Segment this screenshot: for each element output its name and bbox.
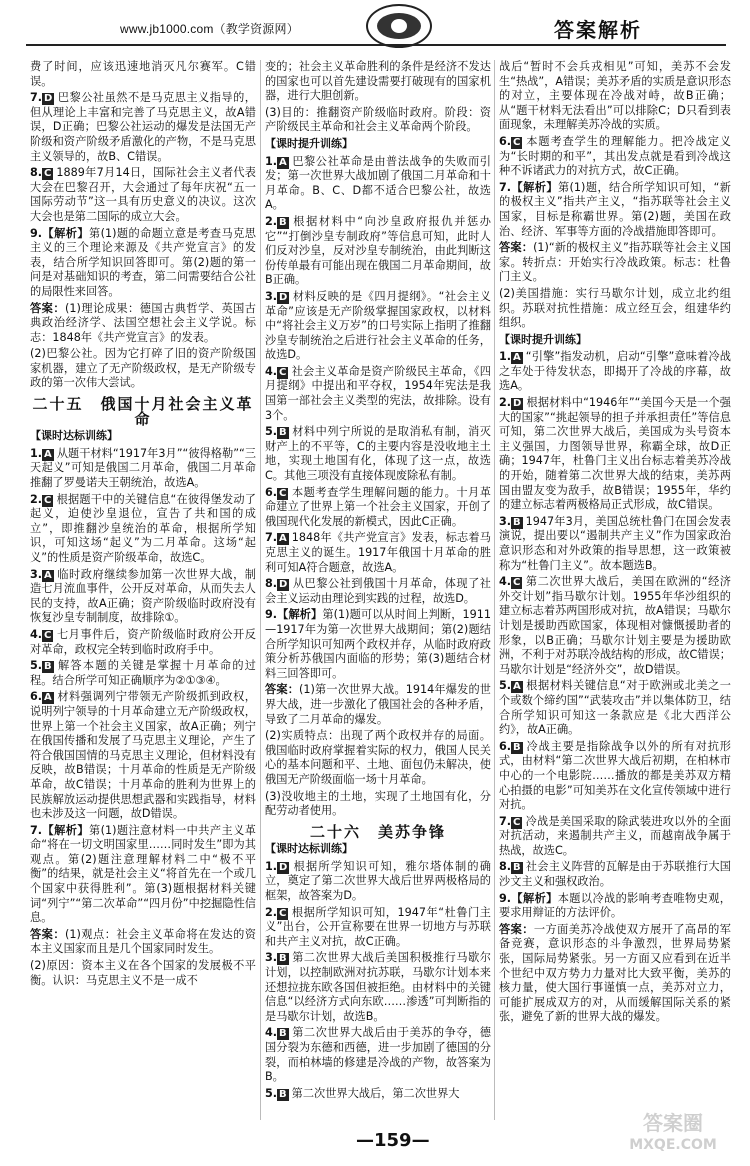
answer-item: 2. C 根据题干中的关键信息“在彼得堡发动了起义，迫使沙皇退位，宣告了共和国的成立”，即推翻沙皇统治的革命，根据所学知识，可知这场“起义”为二月革命。这场“起义”的性质是资产阶级革命，故选C。 xyxy=(30,492,256,564)
answer-badge: C xyxy=(44,494,52,506)
answer-item: 1. A 从题干材料“1917年3月”“彼得格勒”“三天起义”可知是俄国二月革命，俄国二月革命推翻了罗曼诺夫王朝统治，故选A。 xyxy=(30,446,256,490)
answer-item: 9.【解析】第(1)题可以从时间上判断，1911—1917年为第一次世界大战期间；第(2)题结合所学知识可知两个政权并存，从临时政府政策分析苏俄国内面临的形势；第(3)题结合材料三回答即可。 xyxy=(265,608,491,680)
answer-badge: C xyxy=(513,136,521,148)
page-header xyxy=(0,0,750,56)
answer-item: 7. C 冷战是美国采取的除武装进攻以外的全面对抗活动，来遏制共产主义，而越南战争属于热战，故选C。 xyxy=(499,814,731,857)
answer-item: 1. A “引擎”指发动机，启动“引擎”意味着冷战之车处于待发状态，即揭开了冷战的序幕，故选A。 xyxy=(499,350,731,393)
answer-text: (2)原因：资本主义在各个国家的发展极不平衡。认识：马克思主义不是一成不 xyxy=(30,959,256,987)
page-number: —159— xyxy=(356,1130,430,1151)
answer-item: 3. D 材料反映的是《四月提纲》。“社会主义革命”应该是无产阶级掌握国家政权，以材料中“将社会主义万岁”的口号实际上指明了推翻沙皇专制统治之后进行社会主义革命的任务，故选D。 xyxy=(265,289,491,362)
answer-badge: B xyxy=(44,661,52,673)
answer-badge: C xyxy=(44,629,52,641)
answer-item: 8. D 从巴黎公社到俄国十月革命，体现了社会主义运动由理论到实践的过程，故选D。 xyxy=(265,577,491,605)
answer-item: 9.【解析】第(1)题的命题立意是考查马克思主义的三个理论来源及《共产党宣言》的发表，结合所学知识回答即可。第(2)题的第一问是对基础知识的考查，第二问需要结合公社的局限性来回答。 xyxy=(30,226,256,298)
answer-text: (3)目的：推翻资产阶级临时政府。阶段：资产阶级民主革命和社会主义革命两个阶段。 xyxy=(265,105,491,134)
site-url: www.jb1000.com（教学资源网） xyxy=(120,22,299,36)
answer-badge: C xyxy=(279,907,287,919)
answer-badge: C xyxy=(279,487,287,499)
header-rule xyxy=(26,44,726,46)
paragraph: 费了时间，应该迅速地消灭凡尔赛军。C错误。 xyxy=(30,60,256,88)
answer-badge: D xyxy=(279,579,288,591)
answer-item: 2. D 根据材料中“1946年”“美国今天是一个强大的国家”“挑起领导的担子并承担责任”等信息可知，第二次世界大战后，美国成为头号资本主义强国，力图领导世界，称霸全球，故D正确；1947年，杜鲁门主义出台标志着美苏冷战的开始，随着第二次世界大战的结束，美苏两国由盟友变为敌手，故B错误；1955年，华约的建立标志着两极格局正式形成，故C错误。 xyxy=(499,396,731,512)
answer-item: 6. A 材料强调列宁带领无产阶级抓到政权，说明列宁领导的十月革命建立无产阶级政权，世界上第一个社会主义国家，故A正确；列宁在俄国传播和发展了马克思主义理论，产生了符合俄国国情的马克思主义理论，但材料没有反映，故B错误；十月革命的性质是无产阶级革命，故C错误；十月革命的胜利为世界上的民族解放运动提供思想武器和实践指导，材料也未涉及这一问题，故D错误。 xyxy=(30,690,256,821)
answer-item: 3. B 第二次世界大战后美国积极推行马歇尔计划，以控制欧洲对抗苏联，马歇尔计划本来还想拉拢东欧各国但被拒绝。由材料中的关键信息“以经济方式向东欧……渗透”可判断指的是马歇尔计划，故选B。 xyxy=(265,951,491,1023)
subsection-title: 【课时达标训练】 xyxy=(30,429,118,443)
answer-item: 7. D 巴黎公社虽然不是马克思主义指导的，但从理论上丰富和完善了马克思主义，故A错误，D正确；巴黎公社运动的爆发是法国无产阶级和资产阶级矛盾激化的产物，不是马克思主义领导的，故B、C错误。 xyxy=(30,91,256,163)
answer-item: 5. B 解答本题的关键是掌握十月革命的过程。结合所学可知正确顺序为②①③④。 xyxy=(30,659,256,687)
answer-badge: B xyxy=(279,953,287,965)
answer-item: 8. C 1889年7月14日，国际社会主义者代表大会在巴黎召开，大会通过了每年庆祝“五一国际劳动节”这一具有历史意义的决议。这次大会也是第二国际的成立大会。 xyxy=(30,166,256,223)
subsection-title: 【课时提升训练】 xyxy=(265,136,353,150)
paragraph: 变的；社会主义革命胜利的条件是经济不发达的国家也可以首先建设需要打破现有的国家机器，进行大胆创新。 xyxy=(265,60,491,103)
answer-item: 3. B 1947年3月，美国总统杜鲁门在国会发表演说，提出要以“遏制共产主义”作为国家政治意识形态和对外政策的指导思想，这一政策被称为“杜鲁门主义”。故本题选B。 xyxy=(499,514,731,572)
answer-badge: C xyxy=(513,577,521,589)
answer-item: 8. B 社会主义阵营的瓦解是由于苏联推行大国沙文主义和强权政治。 xyxy=(499,860,731,889)
answer-item: 3. A 临时政府继续参加第一次世界大战，制造七月流血事件，公开反对革命，从而失去人民的支持，故A正确；资产阶级临时政府没有恢复沙皇专制制度，故排除①。 xyxy=(30,567,256,625)
answer-item: 6. B 冷战主要是指除战争以外的所有对抗形式，由材料“第二次世界大战后初期，在柏林市中心的一个电影院……播放的都是美苏双方精心拍摄的电影”可知美苏在文化宣传领域中进行对抗。 xyxy=(499,739,731,812)
answer-badge: D xyxy=(279,291,288,303)
answer-badge: A xyxy=(44,569,52,581)
answer-item: 4. C 七月事件后，资产阶级临时政府公开反对革命，政权完全转到临时政府手中。 xyxy=(30,627,256,656)
subsection-title: 【课时达标训练】 xyxy=(265,842,353,856)
answer-item: 9.【解析】本题以冷战的影响考查唯物史观，要求用辩证的方法评价。 xyxy=(499,891,731,920)
answer-text: 答案：(1)第一次世界大战。1914年爆发的世界大战，进一步激化了俄国社会的各种矛盾，导致了二月革命的爆发。 xyxy=(265,683,491,726)
answer-text: 答案：(1)“新的极权主义”指苏联等社会主义国家。转折点：开始实行冷战政策。标志：杜鲁门主义。 xyxy=(499,241,731,284)
publisher-logo xyxy=(366,4,432,48)
answer-text: (2)巴黎公社。因为它打碎了旧的资产阶级国家机器，建立了无产阶级政权，是无产阶级专政的第一次伟大尝试。 xyxy=(30,347,256,390)
answer-item: 4. C 社会主义革命是资产阶级民主革命，《四月提纲》中提出和平夺权，1954年宪法是我国第一部社会主义类型的宪法，故排除。设有3个。 xyxy=(265,364,491,422)
answer-badge: A xyxy=(44,692,52,704)
answer-text: (2)美国措施：实行马歇尔计划，成立北约组织。苏联对抗性措施：成立经互会，组建华约组织。 xyxy=(499,286,731,330)
watermark-logo: 答案圈 MXQE.COM xyxy=(629,1111,717,1153)
answer-text: 答案：一方面美苏冷战使双方展开了高昂的军备竞赛，意识形态的斗争激烈，世界局势紧张，国际局势紧张。另一方面又应看到在近半个世纪中双方势力力量对比大致平衡，美苏的核力量，使大国行事谨慎一点，美苏对立力，可能扩展成双方的对，从而缓解国际关系的紧张，避免了新的世界大战的爆发。 xyxy=(499,922,731,1024)
answer-badge: B xyxy=(513,516,521,528)
answer-badge: B xyxy=(279,427,287,439)
answer-badge: B xyxy=(513,862,521,874)
answer-item: 2. B 根据材料中“向沙皇政府报仇并惩办它”“打倒沙皇专制政府”等信息可知，此时人们反对沙皇，反对沙皇专制统治，由此判断这份传单最有可能出现在俄国二月革命期间，故B正确。 xyxy=(265,214,491,287)
answer-badge: A xyxy=(513,681,521,693)
answer-item: 4. B 第二次世界大战后由于美苏的争夺，德国分裂为东德和西德，进一步加剧了德国的分裂，而柏林墙的修建是冷战的产物，故答案为B。 xyxy=(265,1026,491,1084)
header-title: 答案解析 xyxy=(554,18,642,42)
answer-item: 7. A 1848年《共产党宣言》发表，标志着马克思主义的诞生。1917年俄国十月革命的胜利可知A符合题意，故选A。 xyxy=(265,531,491,574)
answer-badge: A xyxy=(279,156,287,168)
answer-item: 6. C 本题考查学生理解问题的能力。十月革命建立了世界上第一个社会主义国家，开创了俄国现代化发展的新模式，因此C正确。 xyxy=(265,485,491,528)
answer-text: 答案：(1)观点：社会主义革命将在发达的资本主义国家而且是几个国家同时发生。 xyxy=(30,927,256,956)
answer-text: (3)没收地主的土地，实现了土地国有化，分配劳动者使用。 xyxy=(265,789,491,818)
answer-item: 7.【解析】第(1)题，结合所学知识可知，“新的极权主义”指共产主义，“指苏联等社会主义国家，目标是称霸世界。第(2)题，美国在政治、经济、军事等方面的冷战措施即答即可。 xyxy=(499,180,731,238)
answer-text: 答案：(1)理论成果：德国古典哲学、英国古典政治经济学、法国空想社会主义学说。标志：1848年《共产党宣言》的发表。 xyxy=(30,301,256,344)
answer-item: 7.【解析】第(1)题注意材料一中共产主义革命“将在一切文明国家里……同时发生”即为其观点。第(2)题注意理解材料二中“极不平衡”的结果，就是社会主义“将首先在一个或几个国家中获得胜利”。第(3)题根据材料关键词“列宁”“第二次革命”“四月份”中挖掘隐性信息。 xyxy=(30,823,256,925)
answer-badge: C xyxy=(513,816,521,828)
answer-badge: D xyxy=(279,861,288,873)
answer-item: 5. B 材料中列宁所说的是取消私有制，消灭财产上的不平等，C的主要内容是没收地主土地，实现土地国有化，体现了这一点，故选C。其他三项没有直接体现废除私有制。 xyxy=(265,425,491,483)
answer-badge: C xyxy=(279,366,287,378)
answer-badge: B xyxy=(279,1088,287,1100)
section-title: 二十六 美苏争锋 xyxy=(309,822,446,841)
answer-badge: B xyxy=(279,1028,287,1040)
column-left xyxy=(30,60,256,1120)
answer-badge: A xyxy=(279,533,287,545)
answer-badge: A xyxy=(44,448,52,460)
answer-badge: D xyxy=(513,398,522,410)
column-right xyxy=(494,60,731,1120)
answer-item: 4. C 第二次世界大战后，美国在欧洲的“经济外交计划”指马歇尔计划。1955年华沙组织的建立标志着苏两国形成对抗，故A错误；马歇尔计划是援助西欧国家，体现相对慷慨援助者的形象，以B正确；马歇尔计划主要是为援助欧洲，不利于对苏联冷战结构的形成，故C错误；马歇尔计划是“经济外交”，故D错误。 xyxy=(499,575,731,676)
answer-badge: A xyxy=(513,352,521,364)
section-title: 二十五 俄国十月社会主义革命 xyxy=(32,395,254,428)
answer-text: (2)实质特点：出现了两个政权并存的局面。俄国临时政府掌握着实际的权力，俄国人民关心的基本问题和平、土地、面包仍未解决，使俄国无产阶级面临一场十月革命。 xyxy=(265,729,491,786)
answer-badge: D xyxy=(44,93,53,105)
paragraph: 战后“暂时不会兵戎相见”可知，美苏不会发生“热战”，A错误；美苏矛盾的实质是意识形态的对立，主要体现在冷战对峙，故B正确；从“题干材料无法看出”可以排除C；D只看到表面现象，未理解美苏冷战的实质。 xyxy=(499,60,731,132)
answer-badge: B xyxy=(279,216,287,228)
answer-item: 6. C 本题考查学生的理解能力。把冷战定义为“长时期的和平”，其出发点就是看到冷战这种不诉诸武力的对抗方式，故C正确。 xyxy=(499,134,731,178)
subsection-title: 【课时提升训练】 xyxy=(499,332,587,346)
answer-item: 1. A 巴黎公社革命是由普法战争的失败而引发；第一次世界大战加剧了俄国二月革命和十月革命。B、C、D都不适合巴黎公社，故选A。 xyxy=(265,154,491,212)
answer-item: 5. B 第二次世界大战后，第二次世界大 xyxy=(265,1086,460,1100)
answer-item: 5. A 根据材料关键信息“对于欧洲或北美之一个或数个缔约国”“武装攻击”并以集体防卫，结合所学知识可知这一条款应是《北大西洋公约》，故A正确。 xyxy=(499,679,731,737)
column-middle xyxy=(260,60,491,1120)
answer-item: 1. D 根据所学知识可知，雅尔塔体制的确立，奠定了第二次世界大战后世界两极格局的框架，故答案为D。 xyxy=(265,859,491,903)
answer-badge: B xyxy=(513,741,521,753)
answer-badge: C xyxy=(44,168,52,180)
answer-item: 2. C 根据所学知识可知，1947年“杜鲁门主义”出台，公开宣称要在世界一切地方与苏联和共产主义对抗，故C正确。 xyxy=(265,905,491,948)
